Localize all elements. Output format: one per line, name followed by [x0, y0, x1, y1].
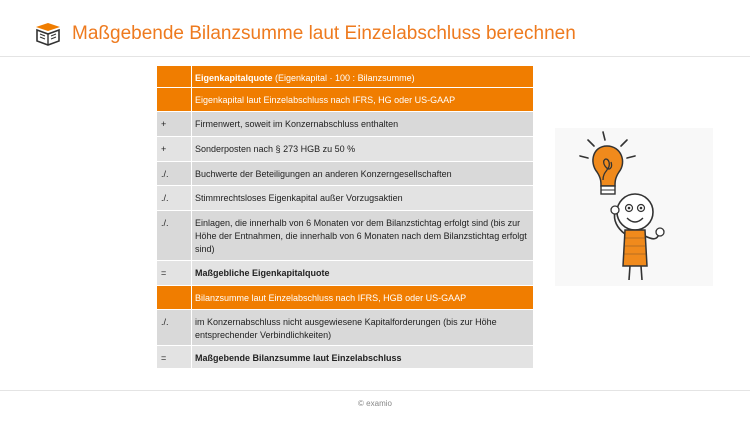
table-row [157, 211, 533, 261]
row-operator: + [161, 144, 167, 154]
table-row [157, 286, 533, 310]
row-text: im Konzernabschluss nicht ausgewiesene Kapitalforderungen (bis zur Höhe entsprechender Verbindlichkeiten) [191, 310, 533, 345]
lightbulb-idea-figure-icon [555, 128, 713, 286]
table-row [157, 162, 533, 186]
row-text: Firmenwert, soweit im Konzernabschluss enthalten [191, 112, 533, 136]
row-text [191, 66, 533, 87]
row-operator [157, 66, 191, 87]
row-operator [157, 88, 191, 111]
row-text-rest: (Eigenkapital · 100 : Bilanzsumme) [272, 73, 415, 83]
row-operator: ./. [161, 317, 169, 327]
row-text: Eigenkapital laut Einzelabschluss nach IFRS, HG oder US-GAAP [191, 88, 533, 111]
table-row [157, 88, 533, 112]
page-header [0, 0, 750, 57]
row-text: Sonderposten nach § 273 HGB zu 50 % [191, 137, 533, 161]
table-row [157, 66, 533, 88]
row-text: Maßgebende Bilanzsumme laut Einzelabschluss [191, 346, 533, 368]
page-title: Maßgebende Bilanzsumme laut Einzelabschluss berechnen [72, 23, 576, 44]
calculation-table [157, 66, 533, 369]
row-operator: + [161, 119, 167, 129]
row-text: Stimmrechtsloses Eigenkapital außer Vorzugsaktien [191, 186, 533, 210]
examio-logo-icon [33, 21, 63, 47]
footer-divider [0, 390, 750, 391]
row-text: Bilanzsumme laut Einzelabschluss nach IFRS, HGB oder US-GAAP [191, 286, 533, 309]
row-text-bold: Eigenkapitalquote [195, 73, 273, 83]
row-text: Maßgebliche Eigenkapitalquote [191, 261, 533, 285]
row-operator: ./. [161, 218, 169, 228]
row-text: Einlagen, die innerhalb von 6 Monaten vor dem Bilanzstichtag erfolgt sind (bis zur Höhe der Entnahmen, die innerhalb von 6 Monaten nach dem Bilanzstichtag erfolgt sind) [191, 211, 533, 260]
row-operator: ./. [161, 169, 169, 179]
row-text: Buchwerte der Beteiligungen an anderen Konzerngesellschaften [191, 162, 533, 185]
table-row [157, 261, 533, 286]
row-operator [157, 286, 191, 309]
row-operator: = [161, 353, 167, 363]
copyright-text: © examio [358, 399, 392, 408]
row-operator: ./. [161, 193, 169, 203]
table-row [157, 112, 533, 137]
row-operator: = [161, 268, 167, 278]
table-row [157, 346, 533, 369]
table-row [157, 137, 533, 162]
table-row [157, 310, 533, 346]
table-row [157, 186, 533, 211]
